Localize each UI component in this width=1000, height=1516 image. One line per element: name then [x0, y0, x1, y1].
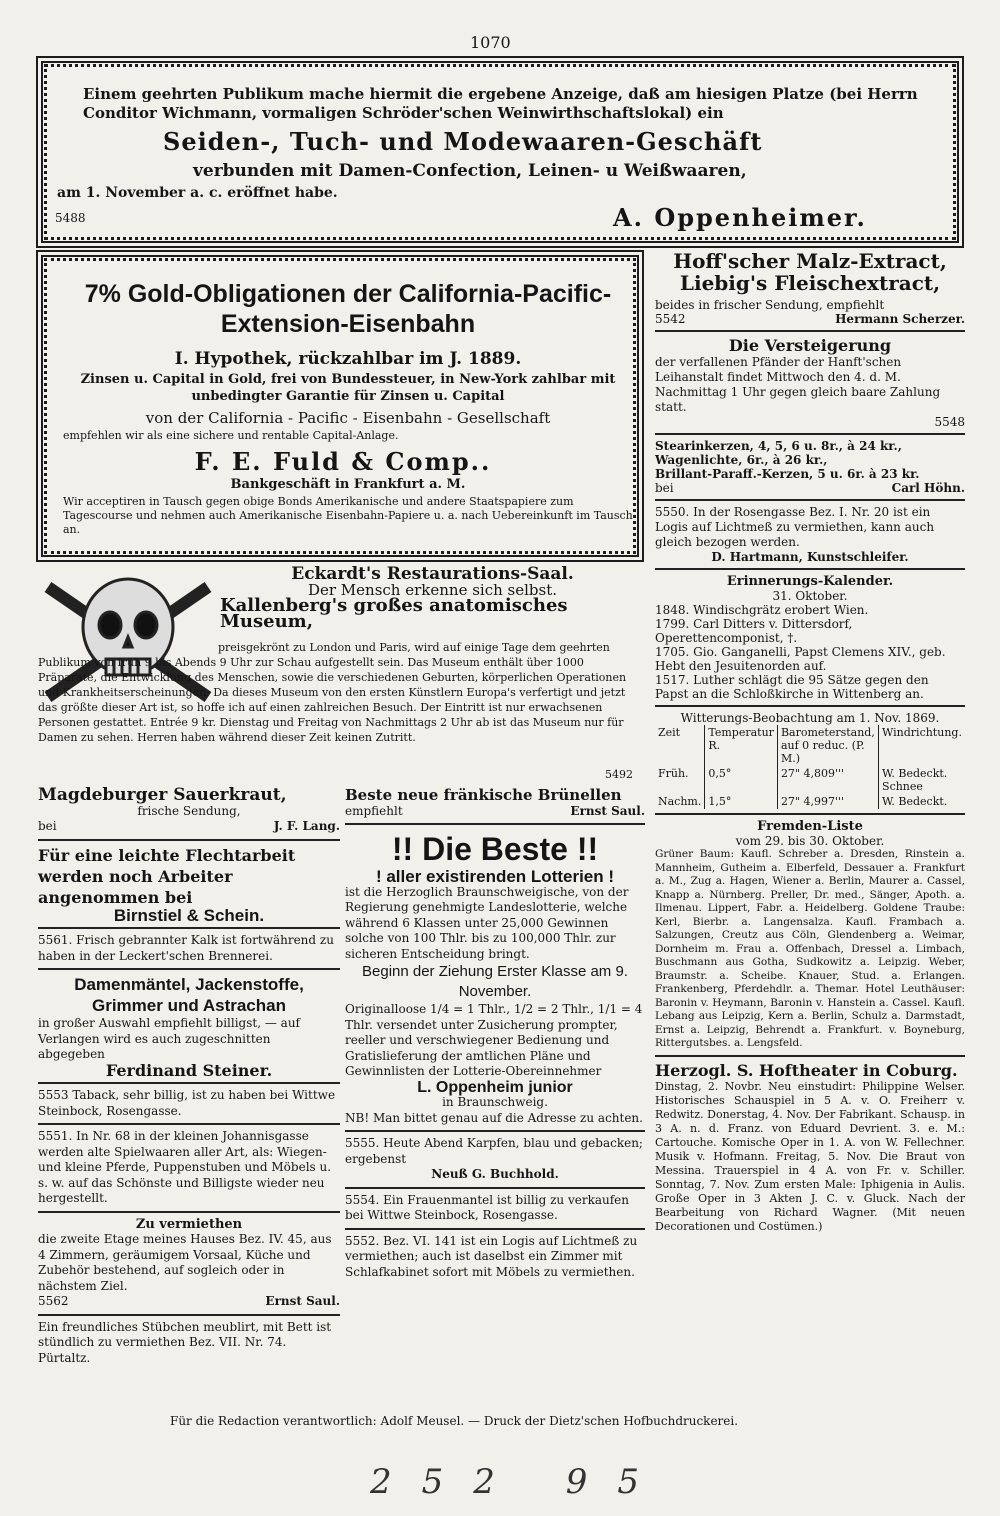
right-column [655, 250, 965, 1234]
divider [38, 1211, 340, 1213]
gold-line6: Wir acceptiren in Tausch gegen obige Bonds Amerikanische und andere Staatspapiere zum Tagescourse und nehmen auch Amerikanische Eisenbahn-Papiere u. a. nach Uebereinkunft im Tausch an. [63, 495, 633, 536]
vermiethen-num: 5562 [38, 1294, 69, 1308]
malz-text: beides in frischer Sendung, empfiehlt [655, 298, 885, 312]
table-cell: W. Bedeckt. Schnee [879, 766, 965, 794]
kerzen-signature: Carl Höhn. [891, 481, 965, 495]
divider [38, 1082, 340, 1084]
flecht-text: Für eine leichte Flechtarbeit werden noch Arbeiter angenommen bei [38, 845, 296, 907]
witterung-table [655, 725, 965, 809]
divider [655, 499, 965, 501]
kalender-entry: 1799. Carl Ditters v. Dittersdorf, Operettencomponist, †. [655, 617, 853, 645]
gold-line2: Zinsen u. Capital in Gold, frei von Bundessteuer, in New-York zahlbar mit unbedingter Garantie für Zinsen u. Capital [80, 372, 616, 404]
logis-text: 5550. In der Rosengasse Bez. I. Nr. 20 ist ein Logis auf Lichtmeß zu vermiethen, kann auch gleich bezogen werden. [655, 505, 935, 549]
vermiethen-title: Zu vermiethen [135, 1216, 243, 1232]
divider [38, 968, 340, 970]
damen-text: in großer Auswahl empfiehlt billigst, — auf Verlangen wird es auch zugeschnitten abgegeben [38, 1016, 300, 1061]
ad-number: 5488 [55, 211, 86, 225]
divider [345, 823, 645, 825]
kerzen-line2: Wagenlichte, 6r., à 26 kr., [655, 453, 828, 467]
table-header: Temperatur R. [705, 725, 778, 766]
divider [655, 1055, 965, 1057]
bruenellen-text: empfiehlt [345, 803, 403, 818]
stuebchen-text: Ein freundliches Stübchen meublirt, mit Bett ist stündlich zu vermiethen Bez. VII. Nr. 74. Pürtaltz. [38, 1319, 332, 1365]
table-cell: 27" 4,997''' [777, 794, 878, 809]
malz-num: 5542 [655, 312, 686, 326]
table-cell: Früh. [658, 767, 689, 780]
sauerkraut-signature: J. F. Lang. [273, 819, 340, 833]
oppenheimer-signature: A. Oppenheimer. [613, 203, 867, 232]
kalender-date: 31. Oktober. [772, 589, 848, 603]
museum-ad [220, 564, 645, 632]
kalender-entry: 1705. Gio. Ganganelli, Papst Clemens XIV., geb. Hebt den Jesuitenorden auf. [655, 645, 946, 673]
gold-line5: Bankgeschäft in Frankfurt a. M. [230, 477, 466, 492]
beste-loose: Originalloose 1/4 = 1 Thlr., 1/2 = 2 Thlr., 1/1 = 4 Thlr. versendet unter Zusicherung prompter, reeller und verschwiegener Bedienung und Gratislieferung der amtlichen Pläne und Gewinnlisten der Lotterie-Obereinnehmer [345, 1002, 643, 1078]
beste-firm: L. Oppenheim junior [417, 1078, 573, 1096]
oppenheimer-line3: am 1. November a. c. eröffnet habe. [57, 185, 338, 201]
malz-signature: Hermann Scherzer. [835, 312, 965, 326]
beste-text: ist die Herzoglich Braunschweigische, von der Regierung genehmigte Landeslotterie, welche während 6 Klassen unter 25,000 Gewinnen solche von 100 Thlr. bis zu 100,000 Thlr. zur sicheren Entscheidung bringt. [345, 884, 629, 961]
fremden-date: vom 29. bis 30. Oktober. [735, 834, 885, 848]
museum-text: preisgekrönt zu London und Paris, wird auf einige Tage dem geehrten Publikum von früh 9 bis Abends 9 Uhr zur Schau aufgestellt sein. Das Museum enthält über 1000 Präparate, die Entwicklung des Menschen, sowie die verschiedenen Geburten, körperlichen Operationen und Krankheitserscheinungen. Da dieses Museum von den ersten Künstlern Europa's verfertigt und jetzt das größte dieser Art ist, so hoffe ich auf einen zahlreichen Besuch. Der Eintritt ist nur erwachsenen Personen gestattet. Entrée 9 kr. Dienstag und Freitag von Nachmittags 2 Uhr ab ist das Museum nur für Damen zu sehen. Herren haben während dieser Zeit keinen Zutritt. [38, 641, 627, 744]
damen-signature: Ferdinand Steiner. [105, 1060, 273, 1080]
witterung-title: Witterungs-Beobachtung am 1. Nov. 1869. [680, 711, 940, 725]
divider [655, 433, 965, 435]
table-header: Barometerstand, auf 0 reduc. (P. M.) [777, 725, 878, 766]
theater-title: Herzogl. S. Hoftheater in Coburg. [655, 1060, 958, 1080]
table-cell: 1,5° [705, 794, 778, 809]
theater-text: Dinstag, 2. Novbr. Neu einstudirt: Philippine Welser. Historisches Schauspiel in 5 A. v. O. Freiherr v. Redwitz. Donerstag, 4. Nov. Der Fabrikant. Schausp. in 3 A. n. d. Franz. von Eduard Devrient. 3. e. M.: Cartouche. Komische Oper in 1. A. von W. Fellechner. Musik v. Hofmann. Freitag, 5. Nov. Die Braut von Messina. Trauerspiel in 4 A. von Fr. v. Schiller. Sonntag, 7. Nov. Zum ersten Male: Iphigenia in Aulis. Große Oper in 3 Akten J. C. v. Gluck. Nach der Bearbeitung von Richard Wagner. (Mit neuen Decorationen und Costümen.) [655, 1079, 965, 1233]
vermiethen-signature: Ernst Saul. [265, 1294, 340, 1308]
divider [38, 927, 340, 929]
divider [345, 1130, 645, 1132]
oppenheimer-ad [36, 56, 964, 248]
divider [38, 839, 340, 841]
gold-bonds-ad [36, 250, 644, 562]
museum-venue: Eckardt's Restaurations-Saal. [291, 564, 574, 584]
gold-line3: von der California - Pacific - Eisenbahn - Gesellschaft [145, 409, 551, 427]
left-column [38, 785, 340, 1366]
handwritten-note: 252 95 [370, 1462, 669, 1502]
karpfen-text: 5555. Heute Abend Karpfen, blau und gebacken; ergebenst [345, 1136, 643, 1166]
beste-subtitle: ! aller existirenden Lotterien ! [375, 867, 615, 886]
table-cell: Nachm. [658, 795, 702, 808]
table-header: Windrichtung. [879, 725, 965, 766]
kalk-text: 5561. Frisch gebrannter Kalk ist fortwährend zu haben in der Leckert'schen Brennerei. [38, 933, 334, 963]
beste-ziehung: Beginn der Ziehung Erster Klasse am 9. November. [362, 963, 628, 1000]
table-row [655, 794, 965, 809]
versteigerung-text: der verfallenen Pfänder der Hanft'schen Leihanstalt findet Mittwoch den 4. d. M. Nachmittag 1 Uhr gegen gleich baare Zahlung statt. [655, 355, 941, 414]
versteigerung-num: 5548 [934, 415, 965, 429]
sauerkraut-text: frische Sendung, [137, 803, 241, 818]
table-header: Zeit [658, 726, 681, 739]
kalender-title: Erinnerungs-Kalender. [726, 574, 894, 589]
kerzen-line1: Stearinkerzen, 4, 5, 6 u. 8r., à 24 kr., [655, 439, 902, 453]
divider [655, 705, 965, 707]
gold-line1: I. Hypothek, rückzahlbar im J. 1889. [174, 349, 522, 369]
oppenheimer-intro: Einem geehrten Publikum mache hiermit die ergebene Anzeige, daß am hiesigen Platze (bei Herrn Conditor Wichmann, vormaligen Schröder'schen Weinwirthschaftslokal) ein [83, 85, 918, 122]
kalender-entry: 1517. Luther schlägt die 95 Sätze gegen den Papst an die Schloßkirche in Wittenberg an. [655, 673, 929, 701]
tabak-text: 5553 Taback, sehr billig, ist zu haben bei Wittwe Steinbock, Rosengasse. [38, 1088, 336, 1118]
page-number: 1070 [470, 33, 511, 52]
bruenellen-title: Beste neue fränkische Brünellen [345, 786, 622, 804]
kerzen-line3: Brillant-Paraff.-Kerzen, 5 u. 6r. à 23 kr. [655, 467, 920, 481]
karpfen-signature: Neuß G. Buchhold. [431, 1167, 559, 1181]
museum-name: Kallenberg's großes anatomisches Museum, [220, 595, 568, 632]
flecht-signature: Birnstiel & Schein. [113, 905, 265, 925]
beste-title: !! Die Beste !! [391, 831, 599, 867]
gold-line4: empfehlen wir als eine sichere und rentable Capital-Anlage. [63, 429, 399, 442]
sauerkraut-title: Magdeburger Sauerkraut, [38, 785, 287, 805]
spielwaaren-text: 5551. In Nr. 68 in der kleinen Johannisgasse werden alte Spielwaaren aller Art, als: Wiegen- und kleine Pferde, Puppenstuben und Möbels u. s. w. auf das Schönste und Billigste wieder neu hergestellt. [38, 1129, 332, 1205]
kerzen-bei: bei [655, 481, 674, 495]
fuld-firm: F. E. Fuld & Comp.. [194, 447, 492, 476]
divider [655, 330, 965, 332]
logis-signature: D. Hartmann, Kunstschleifer. [711, 550, 909, 564]
table-cell: 27" 4,809''' [777, 766, 878, 794]
beste-city: in Braunschweig. [442, 1095, 548, 1109]
oppenheimer-title: Seiden-, Tuch- und Modewaaren-Geschäft [163, 127, 763, 156]
damen-title: Damenmäntel, Jackenstoffe, Grimmer und Astrachan [74, 975, 304, 1015]
divider [655, 568, 965, 570]
museum-motto: Der Mensch erkenne sich selbst. [307, 580, 558, 599]
imprint-footer: Für die Redaction verantwortlich: Adolf Meusel. — Druck der Dietz'schen Hofbuchdruckerei. [170, 1414, 739, 1428]
divider [38, 1314, 340, 1316]
frauenmantel-text: 5554. Ein Frauenmantel ist billig zu verkaufen bei Wittwe Steinbock, Rosengasse. [345, 1192, 629, 1222]
vermiethen-text: die zweite Etage meines Hauses Bez. IV. 45, aus 4 Zimmern, geräumigem Vorsaal, Küche und Zubehör bestehend, auf sogleich oder in nächstem Ziel. [38, 1232, 332, 1293]
malz-title: Hoff'scher Malz-Extract, Liebig's Fleischextract, [673, 249, 947, 295]
fremden-text: Grüner Baum: Kaufl. Schreber a. Dresden, Rinstein a. Mannheim, Gutheim a. Elberfeld, Dessauer a. Frankfurt a. M., Zug a. Hagen, Wiener a. Berlin, Maurer a. Cassel, Knapp a. Nürnberg. Preller, Dr. med., Sänger, Apoth. a. Ilmenau. Lippert, Fabr. a. Heidelberg. Goldene Traube: Kerl, Bierbr. a. Langensalza. Kaufl. Frambach a. Salzungen, Creutz aus Cöln, Glendenberg a. Weimar, Dornheim m. Frau a. Offenbach, Dressel a. Limbach, Buschmann aus Gotha, Sudkowitz a. Leipzig. Weber, Braumstr. a. Scheibe. Knauer, Stud. a. Erlangen. Frankenberg, Pferdehdlr. a. Themar. Hotel Leuthäuser: Baronin v. Heymann, Baronin v. Hanstein a. Cassel. Kaufl. Lebang aus Leipzig, Kern a. Berlin, Schulz a. Darmstadt, Ernst a. Leipzig, Behrendt a. Frankfurt. v. Boyneburg, Rittergutsbes. a. Lengsfeld. [655, 848, 965, 1049]
oppenheimer-line2: verbunden mit Damen-Confection, Leinen- u Weißwaaren, [193, 161, 747, 181]
divider [655, 813, 965, 815]
versteigerung-title: Die Versteigerung [728, 336, 892, 355]
kalender-entry: 1848. Windischgrätz erobert Wien. [655, 603, 869, 617]
gold-bonds-title: 7% Gold-Obligationen der California-Pacific-Extension-Eisenbahn [84, 280, 612, 338]
sauerkraut-bei: bei [38, 819, 57, 833]
table-row [655, 766, 965, 794]
beste-nb: NB! Man bittet genau auf die Adresse zu achten. [345, 1110, 643, 1125]
fremden-title: Fremden-Liste [757, 819, 863, 834]
divider [38, 1123, 340, 1125]
bruenellen-signature: Ernst Saul. [570, 803, 645, 818]
table-cell: 0,5° [705, 766, 778, 794]
logis2-text: 5552. Bez. VI. 141 ist ein Logis auf Lichtmeß zu vermiethen; auch ist daselbst ein Zimmer mit Schlafkabinet sofort mit Möbels zu vermiethen. [345, 1233, 638, 1279]
middle-column [345, 788, 645, 1280]
museum-num: 5492 [605, 768, 633, 781]
divider [345, 1228, 645, 1230]
table-cell: W. Bedeckt. [879, 794, 965, 809]
divider [345, 1187, 645, 1189]
